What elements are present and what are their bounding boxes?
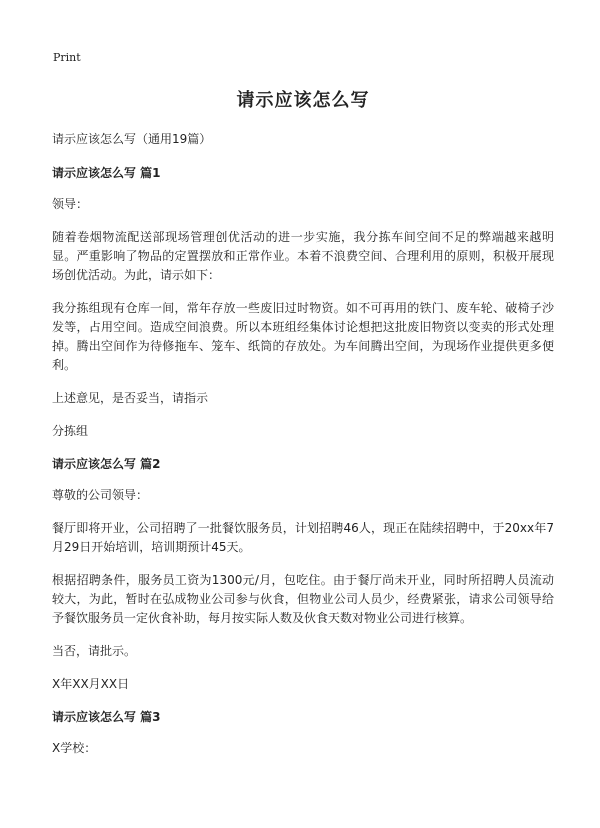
document-subtitle: 请示应该怎么写（通用19篇）: [52, 132, 212, 146]
paragraph: 餐厅即将开业，公司招聘了一批餐饮服务员，计划招聘46人，现正在陆续招聘中，于20xx年7月29日开始培训，培训期预计45天。: [52, 521, 554, 554]
section-heading-3: 请示应该怎么写 篇3: [52, 710, 161, 724]
paragraph: 随着卷烟物流配送部现场管理创优活动的进一步实施，我分拣车间空间不足的弊端越来越明显。严重影响了物品的定置摆放和正常作业。本着不浪费空间、合理利用的原则，积极开展现场创优活动。为此，请示如下：: [52, 230, 554, 282]
paragraph-date: X年XX月XX日: [52, 677, 130, 691]
paragraph: 当否，请批示。: [52, 644, 137, 658]
paragraph: 我分拣组现有仓库一间，常年存放一些废旧过时物资。如不可再用的铁门、废车轮、破椅子沙发等，占用空间。造成空间浪费。所以本班组经集体讨论想把这批废旧物资以变卖的形式处理掉。腾出空间作为待修拖车、笼车、纸筒的存放处。为车间腾出空间，为现场作业提供更多便利。: [52, 301, 554, 372]
paragraph-salutation: X学校：: [52, 741, 97, 755]
page-title: 请示应该怎么写: [236, 90, 370, 111]
print-link[interactable]: Print: [53, 51, 81, 64]
section-heading-2: 请示应该怎么写 篇2: [52, 457, 161, 471]
paragraph-salutation: 尊敬的公司领导：: [52, 488, 149, 502]
section-heading-1: 请示应该怎么写 篇1: [52, 166, 161, 180]
paragraph: 根据招聘条件，服务员工资为1300元/月，包吃住。由于餐厅尚未开业，同时所招聘人员流动较大，为此，暂时在弘成物业公司参与伙食，但物业公司人员少，经费紧张，请求公司领导给予餐饮服务员一定伙食补助，每月按实际人数及伙食天数对物业公司进行核算。: [52, 573, 554, 625]
paragraph-signature: 分拣组: [52, 424, 89, 438]
paragraph: 上述意见，是否妥当，请指示: [52, 391, 209, 405]
paragraph-salutation: 领导：: [52, 197, 89, 211]
